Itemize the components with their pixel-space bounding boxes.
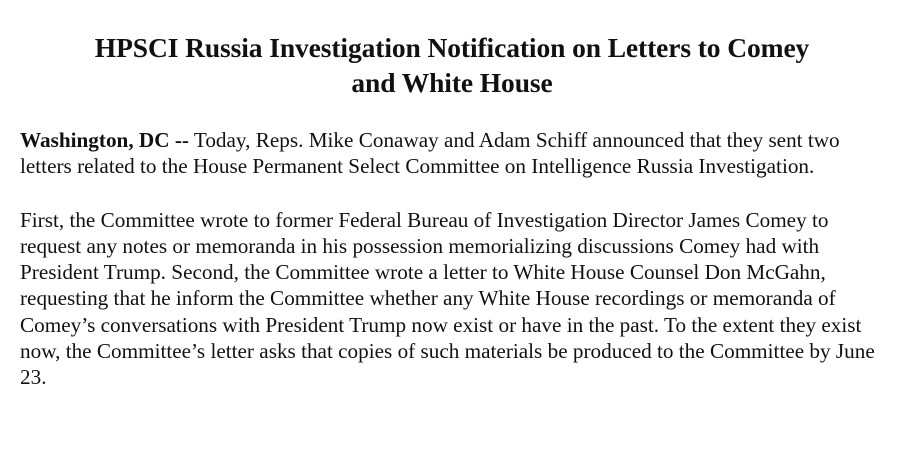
intro-paragraph-text: Today, Reps. Mike Conaway and Adam Schiff announced that they sent two letters related to the House Permanent Select Committee on Intelligence Russia Investigation. — [20, 128, 840, 179]
dateline: Washington, DC -- — [20, 128, 189, 152]
details-paragraph-text: First, the Committee wrote to former Federal Bureau of Investigation Director James Comey to request any notes or memoranda in his possession memorializing discussions Comey had with President Trump. Second, the Committee wrote a letter to White House Counsel Don McGahn, requesting that he inform the Committee whether any White House recordings or memoranda of Comey’s conversations with President Trump now exist or have in the past. To the extent they exist now, the Committee’s letter asks that copies of such materials be produced to the Committee by June 23. — [20, 207, 875, 390]
details-paragraph — [20, 207, 884, 391]
title-line-1: HPSCI Russia Investigation Notification on Letters to Comey — [94, 32, 810, 63]
intro-paragraph — [20, 127, 884, 180]
title-line-2: and White House — [351, 67, 553, 98]
press-release-title — [20, 30, 884, 100]
